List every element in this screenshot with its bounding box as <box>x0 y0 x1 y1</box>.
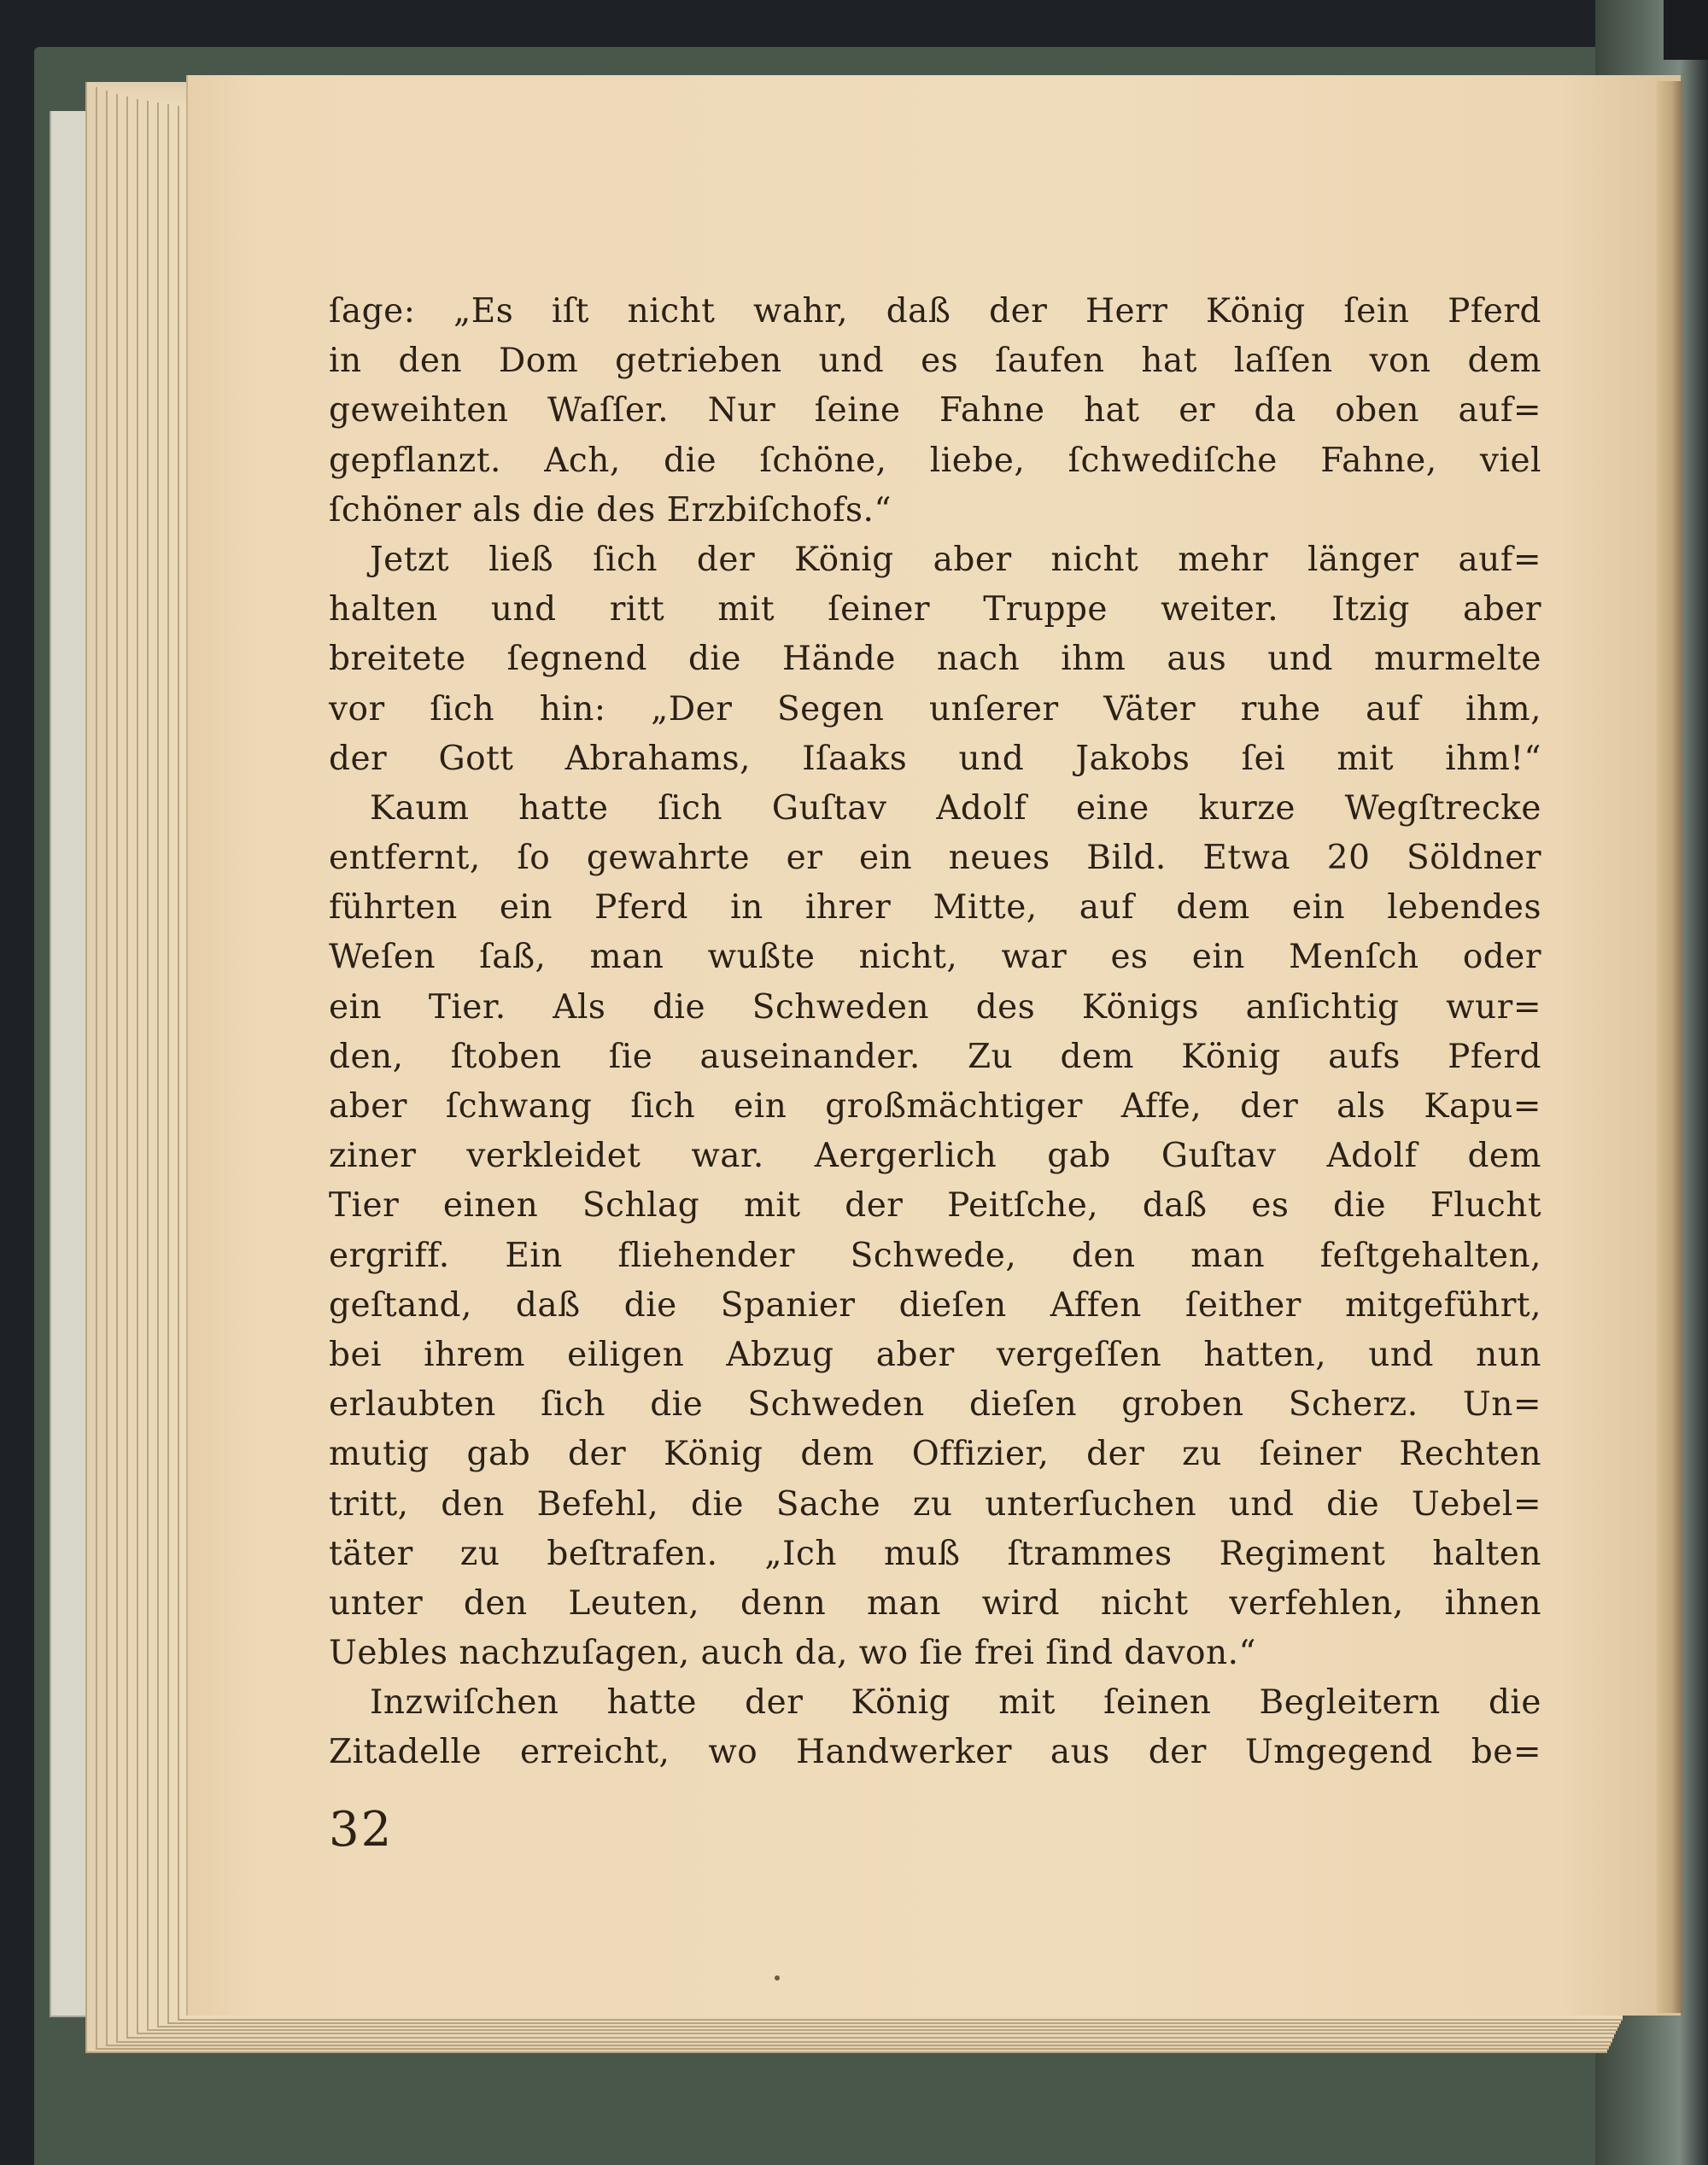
page-gutter <box>1657 81 1682 2013</box>
text-line: tritt, den Befehl, die Sache zu unterſuchen und die Uebel= <box>329 1484 1541 1524</box>
text-line: ſage: „Es iſt nicht wahr, daß der Herr König ſein Pferd <box>329 292 1541 331</box>
background-corner <box>1664 0 1708 60</box>
text-line: ziner verkleidet war. Aergerlich gab Guſtav Adolf dem <box>329 1137 1541 1176</box>
text-line: halten und ritt mit ſeiner Truppe weiter. Itzig aber <box>329 590 1541 629</box>
text-line: vor ſich hin: „Der Segen unſerer Väter ruhe auf ihm, <box>329 689 1541 728</box>
text-line: Jetzt ließ ſich der König aber nicht mehr länger auf= <box>370 540 1541 579</box>
text-line: unter den Leuten, denn man wird nicht verfehlen, ihnen <box>329 1583 1541 1623</box>
text-line: führten ein Pferd in ihrer Mitte, auf dem ein lebendes <box>329 888 1541 927</box>
text-line: ſchöner als die des Erzbiſchofs.“ <box>329 490 892 530</box>
page-number: 32 <box>329 1802 394 1858</box>
text-line: erlaubten ſich die Schweden dieſen groben Scherz. Un= <box>329 1385 1541 1425</box>
text-line: mutig gab der König dem Offizier, der zu ſeiner Rechten <box>329 1435 1541 1474</box>
text-line: bei ihrem eiligen Abzug aber vergeſſen hatten, und nun <box>329 1335 1541 1374</box>
text-line: in den Dom getrieben und es ſaufen hat laſſen von dem <box>329 342 1541 381</box>
paper-speck <box>775 1975 780 1981</box>
text-line: geſtand, daß die Spanier dieſen Affen ſeither mitgeführt, <box>329 1285 1541 1325</box>
text-line: gepflanzt. Ach, die ſchöne, liebe, ſchwediſche Fahne, viel <box>329 441 1541 480</box>
body-text <box>329 287 1541 1778</box>
text-line: Inzwiſchen hatte der König mit ſeinen Begleitern die <box>370 1683 1541 1723</box>
text-line: täter zu beſtrafen. „Ich muß ſtrammes Regiment halten <box>329 1534 1541 1573</box>
text-line: Tier einen Schlag mit der Peitſche, daß es die Flucht <box>329 1186 1541 1226</box>
text-line: Kaum hatte ſich Guſtav Adolf eine kurze Wegſtrecke <box>370 788 1541 828</box>
text-line: der Gott Abrahams, Iſaaks und Jakobs ſei mit ihm!“ <box>329 739 1541 778</box>
text-line: Uebles nachzuſagen, auch da, wo ſie frei ſind davon.“ <box>329 1634 1256 1673</box>
text-line: Zitadelle erreicht, wo Handwerker aus der Umgegend be= <box>329 1733 1541 1772</box>
text-line: ein Tier. Als die Schweden des Königs anſichtig wur= <box>329 987 1541 1027</box>
text-line: geweihten Waſſer. Nur ſeine Fahne hat er da oben auf= <box>329 391 1541 430</box>
text-line: den, ſtoben ſie auseinander. Zu dem König aufs Pferd <box>329 1037 1541 1076</box>
text-line: Weſen ſaß, man wußte nicht, war es ein Menſch oder <box>329 938 1541 977</box>
text-line: aber ſchwang ſich ein großmächtiger Affe, der als Kapu= <box>329 1087 1541 1126</box>
text-line: breitete ſegnend die Hände nach ihm aus und murmelte <box>329 640 1541 679</box>
text-line: ergriff. Ein fliehender Schwede, den man feſtgehalten, <box>329 1236 1541 1275</box>
text-line: entfernt, ſo gewahrte er ein neues Bild. Etwa 20 Söldner <box>329 839 1541 878</box>
